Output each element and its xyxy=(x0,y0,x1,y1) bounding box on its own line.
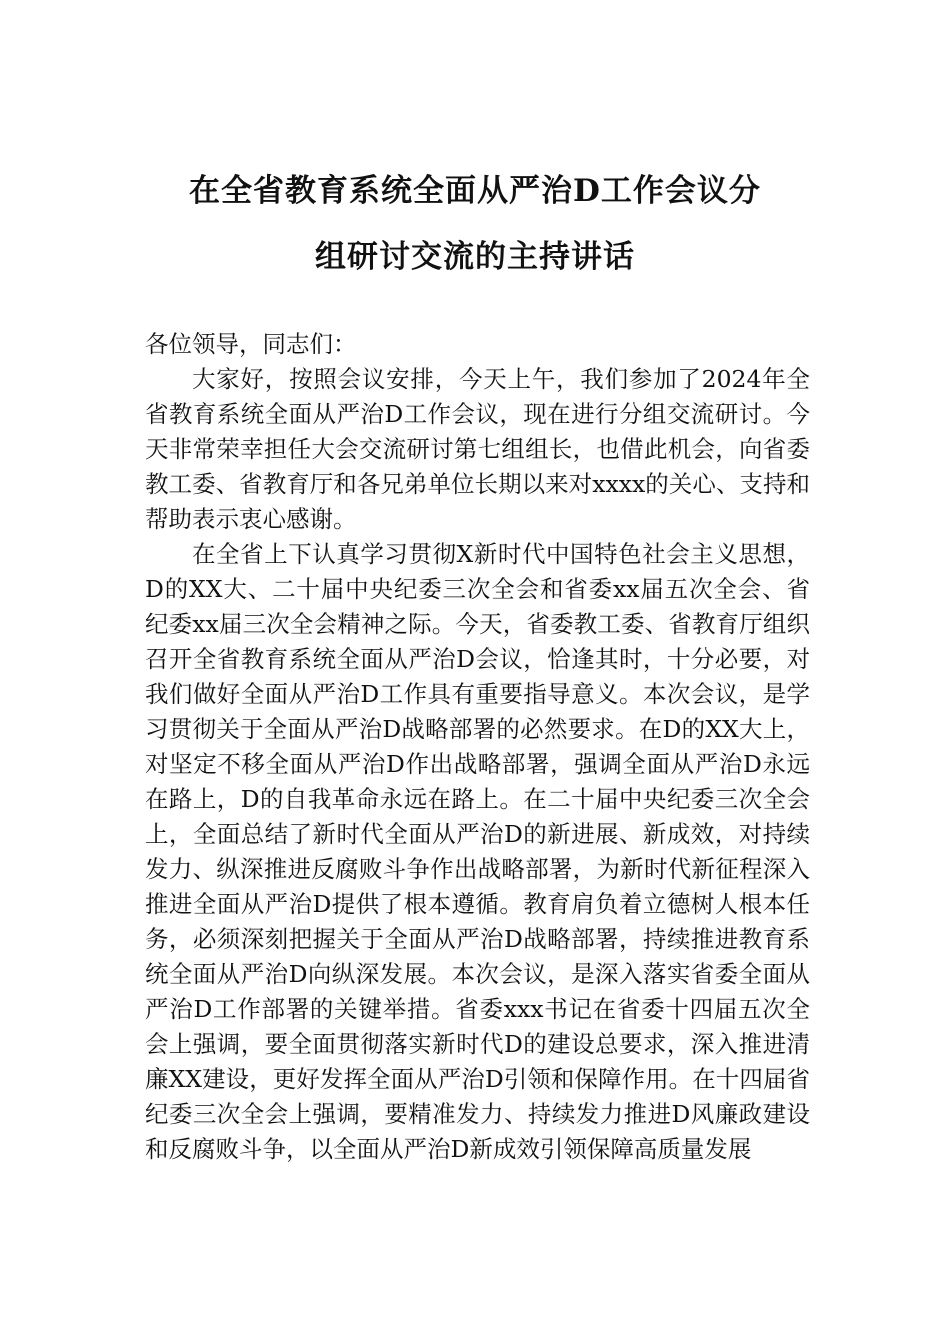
document-title xyxy=(140,158,810,290)
greeting: 各位领导，同志们： xyxy=(145,330,357,358)
paragraph-1: 大家好，按照会议安排，今天上午，我们参加了2024年全省教育系统全面从严治D工作会议，现在进行分组交流研讨。今天非常荣幸担任大会交流研讨第七组组长，也借此机会，向省委教工委、省教育厅和各兄弟单位长期以来对xxxx的关心、支持和帮助表示衷心感谢。 xyxy=(145,365,810,533)
paragraph-2: 在全省上下认真学习贯彻X新时代中国特色社会主义思想，D的XX大、二十届中央纪委三次全会和省委xx届五次全会、省纪委xx届三次全会精神之际。今天，省委教工委、省教育厅组织召开全省教育系统全面从严治D会议，恰逢其时，十分必要，对我们做好全面从严治D工作具有重要指导意义。本次会议，是学习贯彻关于全面从严治D战略部署的必然要求。在D的XX大上，对坚定不移全面从严治D作出战略部署，强调全面从严治D永远在路上，D的自我革命永远在路上。在二十届中央纪委三次全会上，全面总结了新时代全面从严治D的新进展、新成效，对持续发力、纵深推进反腐败斗争作出战略部署，为新时代新征程深入推进全面从严治D提供了根本遵循。教育肩负着立德树人根本任务，必须深刻把握关于全面从严治D战略部署，持续推进教育系统全面从严治D向纵深发展。本次会议，是深入落实省委全面从严治D工作部署的关键举措。省委xxx书记在省委十四届五次全会上强调，要全面贯彻落实新时代D的建设总要求，深入推进清廉XX建设，更好发挥全面从严治D引领和保障作用。在十四届省纪委三次全会上强调，要精准发力、持续发力推进D风廉政建设和反腐败斗争，以全面从严治D新成效引领保障高质量发展 xyxy=(145,540,810,1163)
document-body xyxy=(145,327,810,1167)
title-line-1: 在全省教育系统全面从严治D工作会议分 xyxy=(189,173,761,209)
title-line-2: 组研讨交流的主持讲话 xyxy=(315,239,635,275)
